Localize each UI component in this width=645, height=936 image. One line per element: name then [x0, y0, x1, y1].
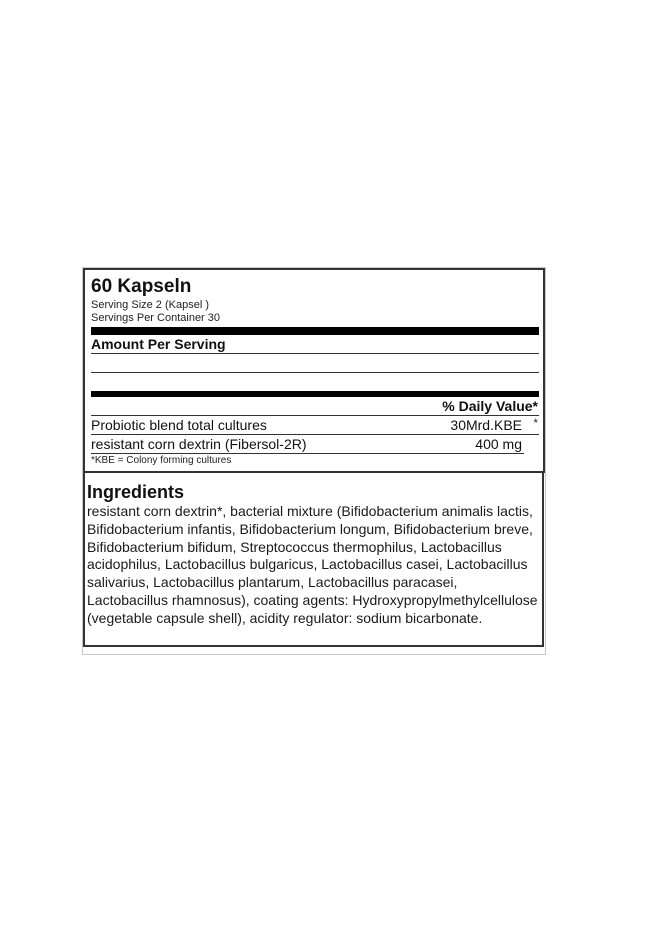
ingredients-panel: [83, 471, 544, 647]
product-count-title: 60 Kapseln: [91, 276, 192, 297]
ingredients-list: resistant corn dextrin*, bacterial mixture (Bifidobacterium animalis lactis, Bifidobacterium infantis, Bifidobacterium longum, Bifidobacterium breve, Bifidobacterium bifidum, Streptococcus thermophilus, Lactobacillus acidophilus, Lactobacillus bulgaricus, Lactobacillus casei, Lactobacillus salivarius, Lactobacillus plantarum, Lactobacillus paracasei, Lactobacillus rhamnosus), coating agents: Hydroxypropylmethylcellulose (vegetable capsule shell), acidity regulator: sodium bicarbonate.: [87, 503, 538, 626]
nutrient-row: [91, 435, 539, 453]
thick-divider: [91, 391, 539, 397]
nutrient-amount: 30Mrd.KBE: [450, 417, 522, 433]
nutrient-amount: 400 mg: [475, 436, 522, 452]
divider: [91, 453, 524, 454]
nutrient-name: resistant corn dextrin (Fibersol-2R): [91, 436, 307, 452]
footnote: *KBE = Colony forming cultures: [91, 455, 232, 466]
nutrient-name: Probiotic blend total cultures: [91, 417, 267, 433]
daily-value-header: % Daily Value*: [442, 398, 538, 414]
servings-per-container: Servings Per Container 30: [91, 312, 221, 324]
divider: [91, 372, 539, 373]
divider: [91, 353, 539, 354]
ingredients-heading: Ingredients: [87, 482, 185, 502]
supplement-facts-panel: [83, 268, 545, 473]
thick-divider: [91, 327, 539, 335]
nutrient-row: [91, 416, 539, 434]
amount-per-serving-heading: Amount Per Serving: [91, 336, 226, 352]
nutrient-daily-value: *: [533, 416, 538, 430]
serving-size: Serving Size 2 (Kapsel ): [91, 299, 209, 311]
